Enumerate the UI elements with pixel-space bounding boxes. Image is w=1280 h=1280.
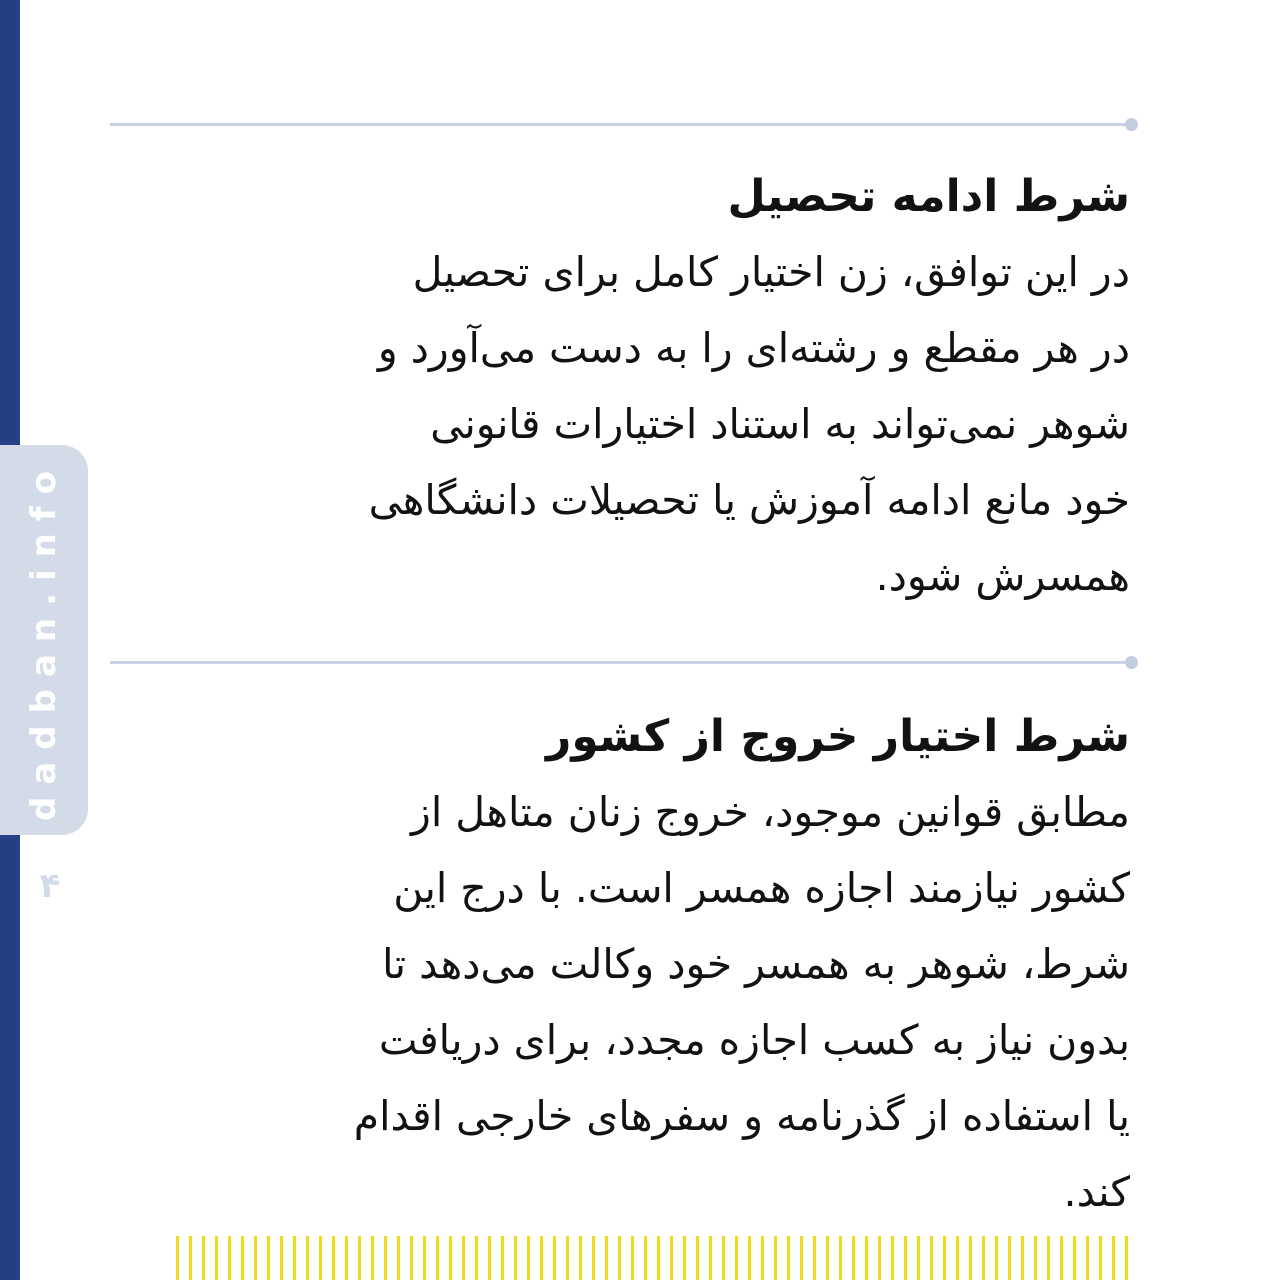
site-name: dadban.info: [24, 458, 64, 822]
top-divider: [110, 123, 1130, 126]
body-line: شوهر نمی‌تواند به استناد اختیارات قانونی: [430, 400, 1130, 448]
section-travel: [130, 700, 1130, 1230]
body-line: یا استفاده از گذرنامه و سفرهای خارجی اقدام: [353, 1092, 1130, 1140]
section-education: [130, 160, 1130, 614]
section-body: [130, 234, 1130, 614]
decorative-stripes: [176, 1236, 1138, 1280]
body-line: کند.: [1063, 1168, 1130, 1216]
body-line: خود مانع ادامه آموزش یا تحصیلات دانشگاهی: [368, 476, 1130, 524]
section-body: [130, 774, 1130, 1230]
body-line: در هر مقطع و رشته‌ای را به دست می‌آورد و: [377, 324, 1130, 372]
body-line: کشور نیازمند اجازه همسر است. با درج این: [393, 864, 1130, 912]
section-title: شرط ادامه تحصیل: [727, 171, 1130, 222]
page-number: ۴: [39, 866, 61, 906]
body-line: مطابق قوانین موجود، خروج زنان متاهل از: [411, 788, 1130, 836]
section-title: شرط اختیار خروج از کشور: [545, 711, 1130, 762]
middle-divider: [110, 661, 1130, 664]
body-line: در این توافق، زن اختیار کامل برای تحصیل: [412, 248, 1130, 296]
body-line: همسرش شود.: [875, 552, 1130, 600]
body-line: شرط، شوهر به همسر خود وکالت می‌دهد تا: [382, 940, 1130, 988]
body-line: بدون نیاز به کسب اجازه مجدد، برای دریافت: [378, 1016, 1130, 1064]
